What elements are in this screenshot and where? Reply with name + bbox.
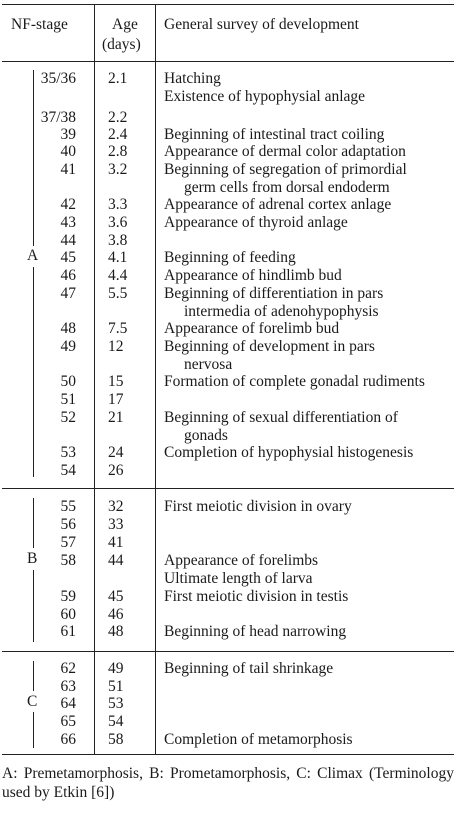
development-event: Appearance of thyroid anlage	[164, 214, 348, 231]
age-cell: 44	[108, 552, 124, 569]
stage-cell: 56	[60, 516, 76, 533]
development-event: Beginning of tail shrinkage	[164, 660, 334, 677]
development-event: gonads	[184, 426, 228, 444]
age-cell: 21	[108, 409, 124, 426]
stage-cell: 62	[60, 660, 76, 677]
stage-cell: 41	[60, 161, 76, 178]
age-cell: 2.8	[108, 143, 128, 160]
column-divider-age-survey	[155, 4, 156, 755]
group-label-a: A	[27, 247, 39, 264]
group-b-bracket	[33, 498, 34, 548]
header-age: Age	[112, 16, 138, 33]
age-cell: 5.5	[108, 285, 128, 302]
development-event: Beginning of feeding	[164, 249, 296, 266]
stage-cell: 64	[60, 695, 76, 712]
age-cell: 49	[108, 660, 124, 677]
development-event: Beginning of differentiation in pars	[164, 285, 384, 302]
age-cell: 3.8	[108, 232, 128, 249]
top-rule	[2, 4, 454, 5]
age-cell: 54	[108, 713, 124, 730]
stage-cell: 39	[60, 126, 76, 143]
header-age-unit: (days)	[102, 36, 141, 53]
stage-cell: 45	[60, 249, 76, 266]
development-event: germ cells from dorsal endoderm	[184, 178, 390, 196]
age-cell: 41	[108, 534, 124, 551]
age-cell: 15	[108, 373, 124, 390]
group-c-bracket-lower	[33, 712, 34, 748]
group-a-bracket-lower	[33, 267, 34, 477]
age-cell: 24	[108, 444, 124, 461]
age-cell: 53	[108, 695, 124, 712]
stage-cell: 59	[60, 588, 76, 605]
stage-cell: 63	[60, 678, 76, 695]
age-cell: 7.5	[108, 320, 128, 337]
age-cell: 3.3	[108, 196, 128, 213]
bottom-rule	[2, 754, 454, 755]
stage-cell: 47	[60, 285, 76, 302]
development-event: Appearance of forelimb bud	[164, 320, 340, 337]
stage-cell: 46	[60, 267, 76, 284]
age-cell: 58	[108, 731, 124, 748]
stage-cell: 42	[60, 196, 76, 213]
development-event: nervosa	[184, 355, 233, 373]
group-label-b: B	[27, 550, 38, 567]
age-cell: 12	[108, 338, 124, 355]
development-event: Appearance of adrenal cortex anlage	[164, 196, 392, 213]
development-event: Hatching	[164, 70, 221, 87]
development-event: First meiotic division in testis	[164, 588, 349, 605]
age-cell: 2.4	[108, 126, 128, 143]
development-event: Ultimate length of larva	[164, 569, 313, 587]
age-cell: 51	[108, 678, 124, 695]
table-footnote: A: Premetamorphosis, B: Prometamorphosis, C: Climax (Terminology used by Etkin [6])	[2, 765, 454, 801]
development-event: Appearance of forelimbs	[164, 552, 319, 569]
age-cell: 26	[108, 462, 124, 479]
group-b-bracket-lower	[33, 570, 34, 642]
group-c-bracket	[33, 661, 34, 691]
development-event: Beginning of intestinal tract coiling	[164, 126, 385, 143]
development-event: Existence of hypophysial anlage	[164, 87, 366, 105]
group-b-end-rule	[2, 651, 454, 652]
stage-cell: 57	[60, 534, 76, 551]
development-event: Appearance of dermal color adaptation	[164, 143, 406, 160]
group-a-end-rule	[2, 488, 454, 489]
stage-cell: 55	[60, 498, 76, 515]
development-event: Beginning of development in pars	[164, 338, 375, 355]
stage-cell: 51	[60, 391, 76, 408]
stage-cell: 40	[60, 143, 76, 160]
development-event: Completion of metamorphosis	[164, 731, 353, 748]
development-event: Beginning of segregation of primordial	[164, 161, 407, 178]
stage-cell: 50	[60, 373, 76, 390]
age-cell: 4.1	[108, 249, 128, 266]
header-nf-stage: NF-stage	[11, 16, 68, 33]
development-event: Beginning of sexual differentiation of	[164, 409, 398, 426]
stage-cell: 54	[60, 462, 76, 479]
stage-cell: 44	[60, 232, 76, 249]
stage-cell: 61	[60, 623, 76, 640]
stage-cell: 60	[60, 606, 76, 623]
stage-cell: 58	[60, 552, 76, 569]
group-a-bracket	[33, 70, 34, 246]
stage-cell: 65	[60, 713, 76, 730]
stage-cell: 48	[60, 320, 76, 337]
age-cell: 3.2	[108, 161, 128, 178]
stage-cell: 37/38	[40, 109, 76, 126]
development-event: Formation of complete gonadal rudiments	[164, 373, 425, 390]
age-cell: 45	[108, 588, 124, 605]
development-event: intermedia of adenohypophysis	[184, 302, 379, 320]
age-cell: 46	[108, 606, 124, 623]
stage-cell: 66	[60, 731, 76, 748]
age-cell: 3.6	[108, 214, 128, 231]
age-cell: 17	[108, 391, 124, 408]
age-cell: 32	[108, 498, 124, 515]
stage-cell: 49	[60, 338, 76, 355]
age-cell: 2.1	[108, 70, 128, 87]
stage-cell: 43	[60, 214, 76, 231]
stage-cell: 53	[60, 444, 76, 461]
age-cell: 4.4	[108, 267, 128, 284]
development-event: Completion of hypophysial histogenesis	[164, 444, 414, 461]
header-general-survey: General survey of development	[164, 16, 359, 33]
age-cell: 2.2	[108, 109, 128, 126]
age-cell: 33	[108, 516, 124, 533]
age-cell: 48	[108, 623, 124, 640]
development-event: Appearance of hindlimb bud	[164, 267, 342, 284]
development-event: First meiotic division in ovary	[164, 498, 352, 515]
header-rule	[2, 61, 454, 62]
column-divider-stage-age	[94, 4, 95, 755]
group-label-c: C	[27, 693, 38, 710]
stage-cell: 35/36	[40, 70, 76, 87]
stage-cell: 52	[60, 409, 76, 426]
development-event: Beginning of head narrowing	[164, 623, 347, 640]
